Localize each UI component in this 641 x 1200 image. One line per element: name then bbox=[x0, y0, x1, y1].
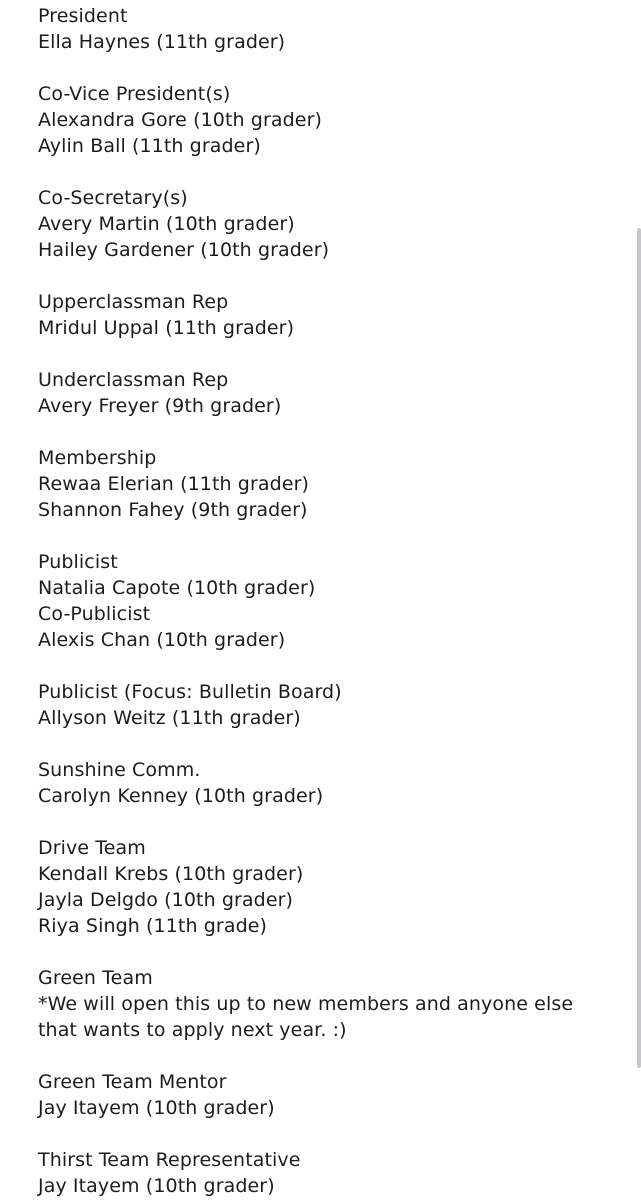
role-note: *We will open this up to new members and anyone else that wants to apply next year. :) bbox=[38, 993, 574, 1041]
role-title: Green Team bbox=[38, 967, 153, 989]
role-title: Publicist (Focus: Bulletin Board) bbox=[38, 681, 342, 703]
role-title: Upperclassman Rep bbox=[38, 291, 229, 313]
member-name: Avery Freyer (9th grader) bbox=[38, 395, 282, 417]
document-body bbox=[38, 3, 613, 1199]
scrollbar[interactable] bbox=[635, 0, 641, 1200]
role-title: Thirst Team Representative bbox=[38, 1149, 301, 1171]
role-title: President bbox=[38, 5, 128, 27]
member-name: Carolyn Kenney (10th grader) bbox=[38, 785, 324, 807]
role-title: Sunshine Comm. bbox=[38, 759, 201, 781]
member-name: Rewaa Elerian (11th grader) bbox=[38, 473, 310, 495]
member-name: Avery Martin (10th grader) bbox=[38, 213, 295, 235]
member-name: Riya Singh (11th grade) bbox=[38, 915, 268, 937]
member-name: Alexis Chan (10th grader) bbox=[38, 629, 286, 651]
role-title: Underclassman Rep bbox=[38, 369, 229, 391]
member-name: Aylin Ball (11th grader) bbox=[38, 135, 261, 157]
member-name: Shannon Fahey (9th grader) bbox=[38, 499, 308, 521]
member-name: Jayla Delgdo (10th grader) bbox=[38, 889, 294, 911]
member-name: Ella Haynes (11th grader) bbox=[38, 31, 286, 53]
member-name: Natalia Capote (10th grader) bbox=[38, 577, 316, 599]
member-name: Alexandra Gore (10th grader) bbox=[38, 109, 322, 131]
role-title: Co-Vice President(s) bbox=[38, 83, 231, 105]
role-title: Drive Team bbox=[38, 837, 146, 859]
role-title: Publicist bbox=[38, 551, 118, 573]
member-name: Mridul Uppal (11th grader) bbox=[38, 317, 295, 339]
member-name: Jay Itayem (10th grader) bbox=[38, 1175, 275, 1197]
role-subtitle: Co-Publicist bbox=[38, 603, 151, 625]
role-title: Green Team Mentor bbox=[38, 1071, 227, 1093]
member-name: Allyson Weitz (11th grader) bbox=[38, 707, 301, 729]
member-name: Kendall Krebs (10th grader) bbox=[38, 863, 304, 885]
member-name: Hailey Gardener (10th grader) bbox=[38, 239, 330, 261]
scrollbar-thumb[interactable] bbox=[637, 228, 641, 1068]
role-title: Co-Secretary(s) bbox=[38, 187, 188, 209]
role-title: Membership bbox=[38, 447, 157, 469]
member-name: Jay Itayem (10th grader) bbox=[38, 1097, 275, 1119]
